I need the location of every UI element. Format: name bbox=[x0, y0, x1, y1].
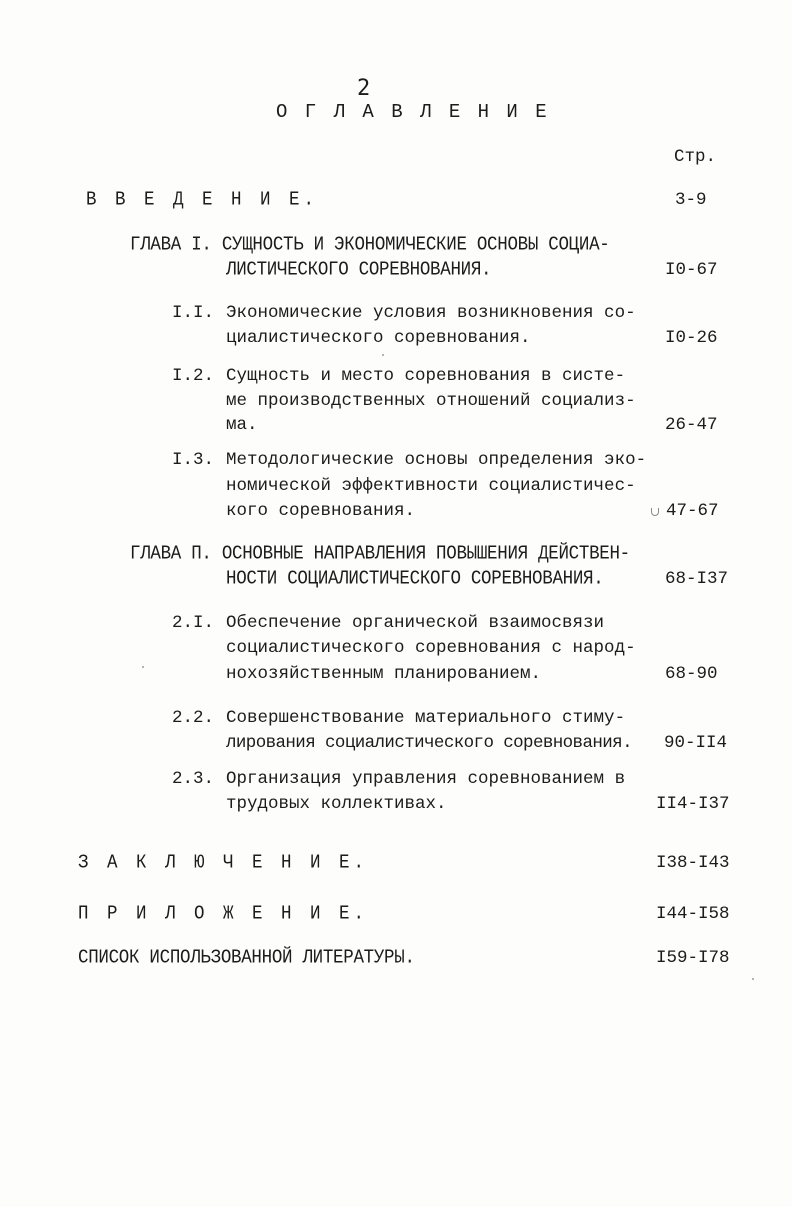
toc-conclusion-pages: I38-I43 bbox=[656, 853, 730, 873]
toc-section-1-3-line3: кого соревнования. bbox=[226, 501, 416, 521]
page-number: 2 bbox=[357, 76, 371, 101]
toc-chapter2-line1: ГЛАВА П. ОСНОВНЫЕ НАПРАВЛЕНИЯ ПОВЫШЕНИЯ ДЕЙСТВЕН- bbox=[130, 542, 630, 566]
toc-conclusion-label: З А К Л Ю Ч Е Н И Е. bbox=[78, 851, 369, 875]
toc-section-1-2-pages: 26-47 bbox=[665, 415, 718, 435]
toc-intro-label: В В Е Д Е Н И Е. bbox=[86, 188, 319, 212]
toc-section-1-2-number: I.2. bbox=[172, 366, 215, 386]
toc-section-2-2-line2: лирования социалистического соревнования. bbox=[226, 733, 632, 753]
toc-intro-pages: 3-9 bbox=[675, 190, 707, 210]
toc-section-2-1-line1: Обеспечение органической взаимосвязи bbox=[226, 613, 605, 633]
scan-speck bbox=[752, 978, 754, 980]
toc-section-1-2-line1: Сущность и место соревнования в систе- bbox=[226, 366, 626, 386]
toc-section-1-2-line2: ме производственных отношений социализ- bbox=[226, 391, 636, 411]
toc-section-2-1-pages: 68-90 bbox=[665, 664, 718, 684]
toc-appendix-label: П Р И Л О Ж Е Н И Е. bbox=[78, 902, 369, 926]
toc-section-2-2-line1: Совершенствование материального стиму- bbox=[226, 708, 626, 728]
toc-section-1-3-line2: номической эффективности социалистичес- bbox=[226, 476, 636, 496]
toc-bibliography-pages: I59-I78 bbox=[656, 948, 730, 968]
page-title: О Г Л А В Л Е Н И Е bbox=[276, 101, 550, 123]
toc-chapter2-line2: НОСТИ СОЦИАЛИСТИЧЕСКОГО СОРЕВНОВАНИЯ. bbox=[226, 567, 604, 591]
toc-section-1-3-pages: 47-67 bbox=[666, 501, 719, 521]
toc-section-1-1-line2: циалистического соревнования. bbox=[226, 328, 531, 348]
toc-section-1-3-line1: Методологические основы определения эко- bbox=[226, 450, 647, 470]
toc-section-1-3-number: I.3. bbox=[172, 450, 215, 470]
toc-appendix-pages: I44-I58 bbox=[656, 904, 730, 924]
toc-chapter1-line2: ЛИСТИЧЕСКОГО СОРЕВНОВАНИЯ. bbox=[226, 258, 492, 282]
toc-section-2-1-line3: нохозяйственным планированием. bbox=[226, 664, 542, 684]
toc-chapter1-pages: I0-67 bbox=[665, 260, 718, 280]
toc-section-2-2-pages: 90-II4 bbox=[664, 733, 728, 753]
toc-section-1-1-pages: I0-26 bbox=[665, 328, 718, 348]
scan-speck bbox=[142, 666, 144, 668]
toc-bibliography-label: СПИСОК ИСПОЛЬЗОВАННОЙ ЛИТЕРАТУРЫ. bbox=[78, 946, 415, 970]
ink-mark bbox=[651, 508, 659, 516]
toc-section-2-3-line1: Организация управления соревнованием в bbox=[226, 769, 626, 789]
toc-section-2-1-line2: социалистического соревнования с народ- bbox=[226, 638, 636, 658]
toc-section-1-1-number: I.I. bbox=[172, 303, 215, 323]
toc-section-2-1-number: 2.I. bbox=[172, 613, 215, 633]
toc-chapter2-pages: 68-I37 bbox=[665, 569, 729, 589]
toc-chapter1-line1: ГЛАВА I. СУЩНОСТЬ И ЭКОНОМИЧЕСКИЕ ОСНОВЫ СОЦИА- bbox=[130, 233, 610, 257]
toc-section-2-3-line2: трудовых коллективах. bbox=[226, 794, 447, 814]
toc-section-2-2-number: 2.2. bbox=[172, 708, 215, 728]
toc-section-2-3-pages: II4-I37 bbox=[656, 794, 730, 814]
toc-section-1-1-line1: Экономические условия возникновения со- bbox=[226, 303, 636, 323]
toc-section-1-2-line3: ма. bbox=[226, 415, 258, 435]
page-column-header: Стр. bbox=[674, 147, 717, 167]
scan-speck bbox=[382, 354, 384, 356]
toc-section-2-3-number: 2.3. bbox=[172, 769, 215, 789]
